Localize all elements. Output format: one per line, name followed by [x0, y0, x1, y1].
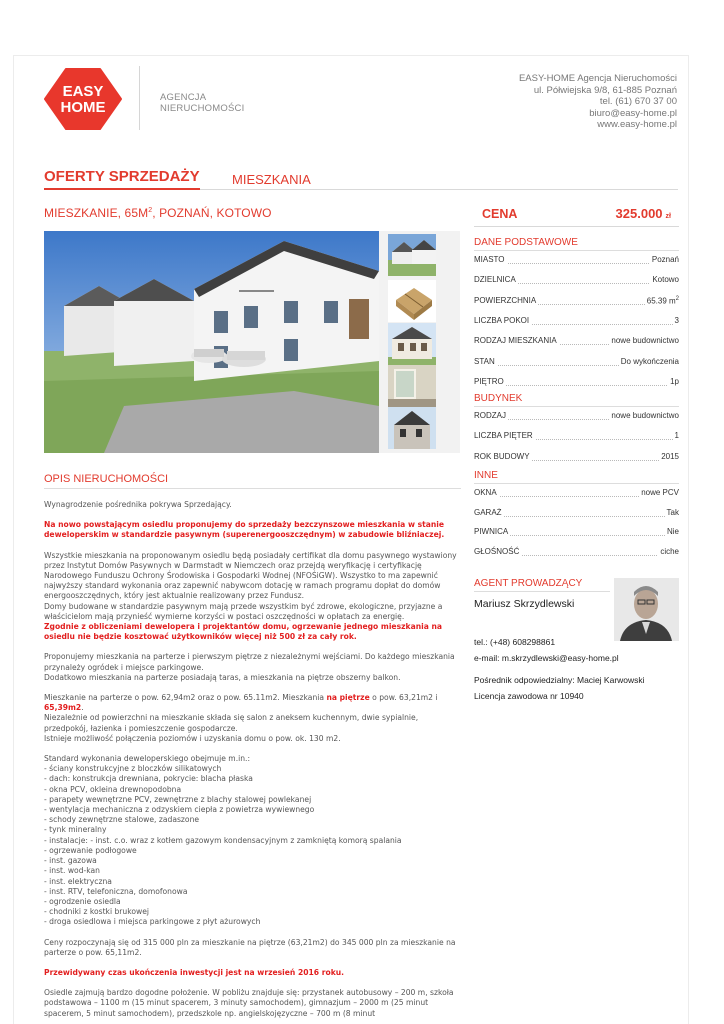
spec-building-value: nowe budownictwo: [611, 411, 679, 420]
spec-building-value: 2015: [661, 451, 679, 461]
spec-basic-row: [474, 357, 679, 369]
areas-text-b: o pow. 63,21m2 i: [369, 693, 438, 703]
spec-building-row: [474, 452, 679, 464]
logo-text-easy: EASY: [62, 83, 104, 100]
spec-basic-row: [474, 336, 679, 348]
agent-name: Mariusz Skrzydlewski: [474, 598, 575, 610]
agent-email[interactable]: e-mail: m.skrzydlewski@easy-home.pl: [474, 653, 619, 663]
thumbnail-interior[interactable]: [388, 365, 436, 407]
thumbnail-exterior-1[interactable]: [388, 234, 436, 276]
spec-building-row: [474, 431, 679, 443]
thumbnail-facade[interactable]: [388, 323, 436, 365]
agent-license: Licencja zawodowa nr 10940: [474, 691, 584, 701]
areas-highlight-size: 65,39m2: [44, 703, 82, 713]
spec-basic-label: PIĘTRO: [474, 376, 504, 386]
spec-other-row: [474, 527, 679, 539]
logo-text-home: HOME: [60, 99, 106, 116]
price-value: [616, 206, 671, 221]
contact-phone: tel. (61) 670 37 00: [599, 96, 677, 107]
contact-company: EASY-HOME Agencja Nieruchomości: [518, 73, 677, 84]
spec-basic-row: [474, 275, 679, 287]
agency-name: [160, 92, 244, 114]
category-title: MIESZKANIA: [232, 172, 311, 187]
price-amount: 325.000: [615, 206, 663, 221]
description-fee: Wynagrodzenie pośrednika pokrywa Sprzedający.: [44, 500, 232, 509]
spec-basic-label: LICZBA POKOI: [474, 315, 530, 325]
spec-other-row: [474, 508, 679, 520]
agency-line-2: NIERUCHOMOŚCI: [160, 103, 245, 114]
spec-other-label: PIWNICA: [474, 527, 509, 536]
section-building-line: [474, 406, 679, 407]
spec-basic-label: RODZAJ MIESZKANIA: [474, 336, 557, 346]
thumbnail-construction[interactable]: [388, 407, 436, 449]
section-basic-line: [474, 250, 679, 251]
spec-basic-label: MIASTO: [474, 255, 505, 264]
section-building-title: BUDYNEK: [474, 393, 523, 404]
spec-basic-label: STAN: [474, 356, 495, 366]
spec-other-label: OKNA: [474, 488, 497, 497]
description-prices: Ceny rozpoczynają się od 315 000 pln za mieszkanie na piętrze (63,21m2) do 345 000 pln za mieszkanie na parterze o pow. 65,11m2.: [44, 937, 456, 957]
description-title-line: [44, 488, 461, 489]
section-other-line: [474, 483, 679, 484]
title-row: [44, 168, 678, 190]
spec-basic-value-sup: 2: [675, 295, 679, 302]
spec-basic-row: [474, 296, 679, 308]
description-location: Osiedle zajmują bardzo dogodne położenie. W pobliżu znajduje się: przystanek autobusowy – 200 m, szkoła podstawowa – 1100 m (15 minut spacerem, 3 minuty samochodem), gimnazjum – 2000 m (25 minut spacerem, 5 minut samochodem), przedszkole np. angielskojęzyczne – 700 m (8 minut: [44, 988, 454, 1018]
section-other-title: INNE: [474, 470, 498, 481]
dotted-leader: [474, 516, 679, 517]
main-photo[interactable]: [44, 231, 379, 453]
description-intro: Na nowo powstającym osiedlu proponujemy do sprzedaży bezczynszowe mieszkania w stanie deweloperskim w standardzie pasywnym (superenergooszczędnym) w zabudowie bliźniaczej.: [44, 520, 445, 540]
description-entrances: Proponujemy mieszkania na parterze i pierwszym piętrze z niezależnymi wejściami. Do każdego mieszkania przynależy ogródek i miejsce parkingowe. Dodatkowo mieszkania na parterze posiadają taras, a mieszkania na piętrze obszerny balkon.: [44, 652, 455, 682]
spec-other-value: Nie: [666, 527, 679, 536]
description-standard: Standard wykonania deweloperskiego obejmuje m.in.: - ściany konstrukcyjne z bloczków silikatowych - dach: konstrukcja drewniana, pokrycie: blacha płaska - okna PCV, okleina drewnopodobna - parapety wewnętrzne PCV, zewnętrzne z blachy stalowej powlekanej - wentylacja mechaniczna z odzyskiem ciepła z powietrza wywiewnego - schody zewnętrzne stalowe, zadaszone - tynk mineralny - instalacje: - inst. c.o. wraz z kotłem gazowym kondensacyjnym z zamkniętą komorą spalania - ogrzewanie podłogowe - inst. gazowa - inst. wod-kan - inst. elektryczna - inst. RTV, telefoniczna, domofonowa - ogrodzenie osiedla - chodniki z kostki brukowej - droga osiedlowa i miejsca parkingowe z płyt ażurowych: [44, 754, 402, 927]
areas-text-a: Mieszkanie na parterze o pow. 62,94m2 oraz o pow. 65.11m2. Mieszkania: [44, 693, 327, 703]
spec-other-value: nowe PCV: [641, 488, 679, 497]
spec-other-label: GARAŻ: [474, 507, 502, 517]
spec-other-row: [474, 488, 679, 500]
spec-basic-row: [474, 316, 679, 328]
price-bar: [474, 205, 679, 227]
spec-basic-value: Do wykończenia: [620, 356, 679, 366]
price-currency: zł: [665, 213, 671, 220]
section-basic-title: DANE PODSTAWOWE: [474, 237, 578, 248]
price-label: CENA: [482, 207, 518, 221]
spec-basic-label: DZIELNICA: [474, 275, 516, 285]
thumbnail-floorplan[interactable]: [388, 280, 436, 322]
spec-building-label: LICZBA PIĘTER: [474, 431, 533, 441]
spec-other-value: Tak: [666, 507, 679, 517]
listing-title-prefix: MIESZKANIE, 65M: [44, 206, 149, 220]
spec-building-row: [474, 411, 679, 423]
spec-basic-value: nowe budownictwo: [611, 336, 679, 346]
listing-title: [44, 206, 272, 220]
description-title: OPIS NIERUCHOMOŚCI: [44, 473, 169, 485]
description-completion: Przewidywany czas ukończenia inwestycji jest na wrzesień 2016 roku.: [44, 967, 345, 977]
description-areas: [44, 693, 460, 713]
agent-section-line: [474, 591, 610, 592]
spec-basic-value: 1p: [670, 376, 679, 386]
spec-basic-row: [474, 255, 679, 267]
areas-text-c: .: [81, 703, 84, 713]
description-layout: Niezależnie od powierzchni na mieszkanie składa się salon z aneksem kuchennym, dwie sypialnie, przedpokój, łazienka i pomieszczenie gospodarcze. Istnieje możliwość połączenia poziomów i uzyskania domu o pow. ok. 130 m2.: [44, 713, 419, 743]
agent-section-title: AGENT PROWADZĄCY: [474, 578, 583, 589]
spec-other-row: [474, 547, 679, 559]
description-certificate: Wszystkie mieszkania na proponowanym osiedlu będą posiadały certifikat dla domu pasywnego wystawiony przez Instytut Domów Pasywnych w Darmstadt w Niemczech oraz przejdą weryfikację i certyfikację Narodowego Funduszu Ochrony Środowiska i Gospodarki Wodnej (NFOŚiGW). Wszystko to ma zapewnić najwyższy standard wykonania oraz zapewnić nabywcom dotację w ramach programu dopłat do domów energooszczędnych, który jest aktualnie realizowany przez Fundusz. Domy budowane w standardzie pasywnym mają przede wszystkim być zdrowe, ekologiczne, przyjazne a właścicielom mają przynieść wymierne korzyści w postaci oszczędności w opłatach za energię.: [44, 550, 457, 621]
spec-basic-value: Poznań: [651, 255, 679, 264]
agency-line-1: AGENCJA: [160, 92, 207, 103]
spec-basic-row: [474, 377, 679, 389]
spec-building-value: 1: [674, 431, 679, 441]
spec-building-label: ROK BUDOWY: [474, 451, 530, 461]
description-body: [44, 500, 460, 1019]
spec-basic-value: 65.39 $m^2$: [646, 295, 679, 306]
spec-building-label: RODZAJ: [474, 411, 506, 420]
agent-photo: [614, 578, 679, 641]
page-title: OFERTY SPRZEDAŻY: [44, 168, 200, 190]
listing-title-suffix: , POZNAŃ, KOTOWO: [152, 206, 272, 220]
contact-address: ul. Półwiejska 9/8, 61-885 Poznań: [533, 84, 677, 96]
agent-phone[interactable]: tel.: (+48) 608298861: [474, 637, 556, 647]
areas-highlight-floor: na piętrze: [326, 693, 370, 703]
spec-basic-value: 3: [674, 315, 679, 325]
agency-contact: [519, 73, 677, 131]
contact-website[interactable]: www.easy-home.pl: [597, 119, 677, 130]
listing-title-sup: 2: [148, 207, 153, 214]
spec-basic-value: Kotowo: [652, 275, 679, 285]
spec-other-label: GŁOŚNOŚĆ: [474, 546, 520, 556]
logo-divider: [139, 66, 140, 130]
easy-home-logo[interactable]: [44, 68, 122, 130]
spec-other-value: ciche: [660, 546, 679, 556]
agent-broker: Pośrednik odpowiedzialny: Maciej Karwowski: [474, 675, 645, 685]
contact-email[interactable]: biuro@easy-home.pl: [589, 107, 677, 119]
description-heating-cost: Zgodnie z obliczeniami dewelopera i projektantów domu, ogrzewanie jednego mieszkania na osiedlu nie będzie kosztować użytkowników więcej niż 500 zł za cały rok.: [44, 622, 443, 642]
spec-basic-label: POWIERZCHNIA: [474, 295, 537, 305]
